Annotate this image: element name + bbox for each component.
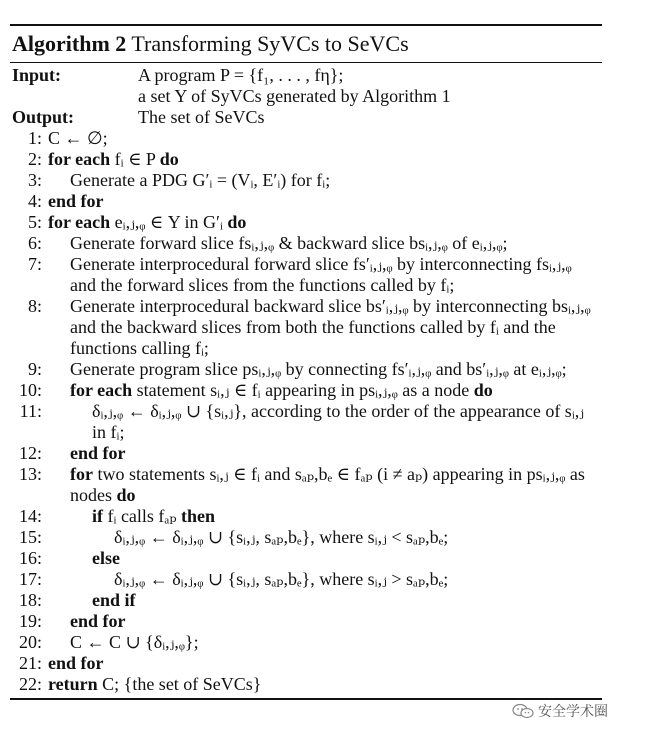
algorithm-line (10, 380, 602, 401)
line-body (48, 443, 602, 464)
line-body (48, 233, 602, 254)
line-number: 7: (27, 254, 42, 274)
input-line: A program P = {f₁, . . . , fη}; (138, 65, 344, 85)
input-row (10, 65, 602, 107)
line-body (48, 569, 602, 590)
keyword: for each (48, 149, 111, 169)
algorithm-line (10, 443, 602, 464)
algorithm-line (10, 569, 602, 590)
line-text: two statements sᵢ,ⱼ ∈ fᵢ and sₐₚ,bₑ ∈ fₐₚ (i ≠ aₚ) appearing in psᵢ,ⱼ,ᵩ as nodes (70, 464, 585, 505)
line-number: 9: (27, 359, 42, 379)
keyword: do (473, 380, 493, 400)
line-number: 1: (27, 128, 42, 148)
line-text: δᵢ,ⱼ,ᵩ ← δᵢ,ⱼ,ᵩ ∪ {sᵢ,ⱼ, sₐₚ,bₑ}, where sᵢ,ⱼ < sₐₚ,bₑ; (114, 527, 449, 547)
line-text: Generate forward slice fsᵢ,ⱼ,ᵩ & backward slice bsᵢ,ⱼ,ᵩ of eᵢ,ⱼ,ᵩ; (70, 233, 508, 253)
algorithm-number: Algorithm 2 (12, 31, 127, 56)
line-body (48, 296, 602, 359)
algorithm-line (10, 674, 602, 695)
line-body (48, 149, 602, 170)
line-text: statement sᵢ,ⱼ ∈ fᵢ appearing in psᵢ,ⱼ,ᵩ as a node (136, 380, 470, 400)
io-section (10, 63, 602, 128)
line-body (48, 653, 602, 674)
line-body (48, 506, 602, 527)
line-number: 13: (18, 464, 42, 484)
algorithm-title (10, 26, 602, 62)
line-number: 6: (27, 233, 42, 253)
algorithm-line (10, 212, 602, 233)
line-number: 17: (18, 569, 42, 589)
watermark-text: 安全学术圈 (538, 704, 608, 720)
line-number: 4: (27, 191, 42, 211)
output-value: The set of SeVCs (138, 107, 265, 127)
algorithm-line (10, 128, 602, 149)
keyword: do (227, 212, 247, 232)
algorithm-line (10, 191, 602, 212)
line-text: fᵢ ∈ P (114, 149, 156, 169)
line-number: 10: (18, 380, 42, 400)
algorithm-lines (10, 128, 602, 698)
line-number: 2: (27, 149, 42, 169)
algorithm-line (10, 506, 602, 527)
line-text: Generate interprocedural forward slice fs′ᵢ,ⱼ,ᵩ by interconnecting fsᵢ,ⱼ,ᵩ and the forward slices from the functions called by fᵢ; (70, 254, 572, 295)
algorithm-line (10, 611, 602, 632)
line-body (48, 401, 602, 443)
line-number: 18: (18, 590, 42, 610)
line-number: 8: (27, 296, 42, 316)
keyword: for each (70, 380, 133, 400)
algorithm-line (10, 233, 602, 254)
input-line: a set Y of SyVCs generated by Algorithm 1 (138, 86, 451, 106)
line-number: 19: (18, 611, 42, 631)
line-number: 5: (27, 212, 42, 232)
line-number: 14: (18, 506, 42, 526)
line-body (48, 464, 602, 506)
keyword: end if (92, 590, 136, 610)
output-row (10, 107, 602, 128)
line-body (48, 590, 602, 611)
algorithm-box (10, 24, 602, 700)
line-text: eᵢ,ⱼ,ᵩ ∈ Y in G′ᵢ (114, 212, 223, 232)
line-body (48, 254, 602, 296)
line-text: δᵢ,ⱼ,ᵩ ← δᵢ,ⱼ,ᵩ ∪ {sᵢ,ⱼ}, according to the order of the appearance of sᵢ,ⱼ in fᵢ; (92, 401, 585, 442)
algorithm-line (10, 170, 602, 191)
line-number: 16: (18, 548, 42, 568)
line-number: 12: (18, 443, 42, 463)
line-text: δᵢ,ⱼ,ᵩ ← δᵢ,ⱼ,ᵩ ∪ {sᵢ,ⱼ, sₐₚ,bₑ}, where sᵢ,ⱼ > sₐₚ,bₑ; (114, 569, 449, 589)
line-text: C ← ∅; (48, 128, 108, 148)
algorithm-line (10, 254, 602, 296)
algorithm-line (10, 527, 602, 548)
line-body (48, 359, 602, 380)
line-number: 11: (19, 401, 42, 421)
line-body (48, 674, 602, 695)
line-number: 15: (18, 527, 42, 547)
line-body (48, 128, 602, 149)
keyword: do (116, 485, 136, 505)
algorithm-line (10, 653, 602, 674)
line-text: fᵢ calls fₐₚ (107, 506, 177, 526)
line-number: 20: (18, 632, 42, 652)
line-body (48, 548, 602, 569)
algorithm-name: Transforming SyVCs to SeVCs (131, 31, 409, 56)
line-text: Generate interprocedural backward slice bs′ᵢ,ⱼ,ᵩ by interconnecting bsᵢ,ⱼ,ᵩ and the backward slices from both the functions called by fᵢ and the functions calling fᵢ; (70, 296, 591, 358)
input-values (138, 65, 602, 107)
line-text: C ← C ∪ {δᵢ,ⱼ,ᵩ}; (70, 632, 199, 652)
line-body (48, 380, 602, 401)
algorithm-line (10, 296, 602, 359)
line-body (48, 611, 602, 632)
line-text: C; {the set of SeVCs} (102, 674, 262, 694)
keyword: for (70, 464, 93, 484)
wechat-icon (512, 703, 534, 719)
line-number: 21: (18, 653, 42, 673)
algorithm-line (10, 149, 602, 170)
keyword: end for (70, 611, 126, 631)
line-number: 3: (27, 170, 42, 190)
keyword: return (48, 674, 98, 694)
algorithm-line (10, 464, 602, 506)
keyword: for each (48, 212, 111, 232)
keyword: end for (48, 191, 104, 211)
output-label: Output: (12, 107, 75, 127)
line-text: Generate a PDG G′ᵢ = (Vᵢ, E′ᵢ) for fᵢ; (70, 170, 331, 190)
bottom-rule (10, 698, 602, 700)
algorithm-line (10, 590, 602, 611)
keyword: else (92, 548, 120, 568)
watermark (512, 701, 608, 721)
line-number: 22: (18, 674, 42, 694)
line-body (48, 632, 602, 653)
line-body (48, 170, 602, 191)
algorithm-line (10, 401, 602, 443)
line-body (48, 191, 602, 212)
line-body (48, 527, 602, 548)
line-body (48, 212, 602, 233)
keyword: do (159, 149, 179, 169)
algorithm-line (10, 548, 602, 569)
algorithm-line (10, 359, 602, 380)
input-label: Input: (12, 65, 62, 85)
line-text: Generate program slice psᵢ,ⱼ,ᵩ by connecting fs′ᵢ,ⱼ,ᵩ and bs′ᵢ,ⱼ,ᵩ at eᵢ,ⱼ,ᵩ; (70, 359, 567, 379)
keyword: then (181, 506, 216, 526)
keyword: end for (48, 653, 104, 673)
keyword: end for (70, 443, 126, 463)
keyword: if (92, 506, 103, 526)
algorithm-line (10, 632, 602, 653)
